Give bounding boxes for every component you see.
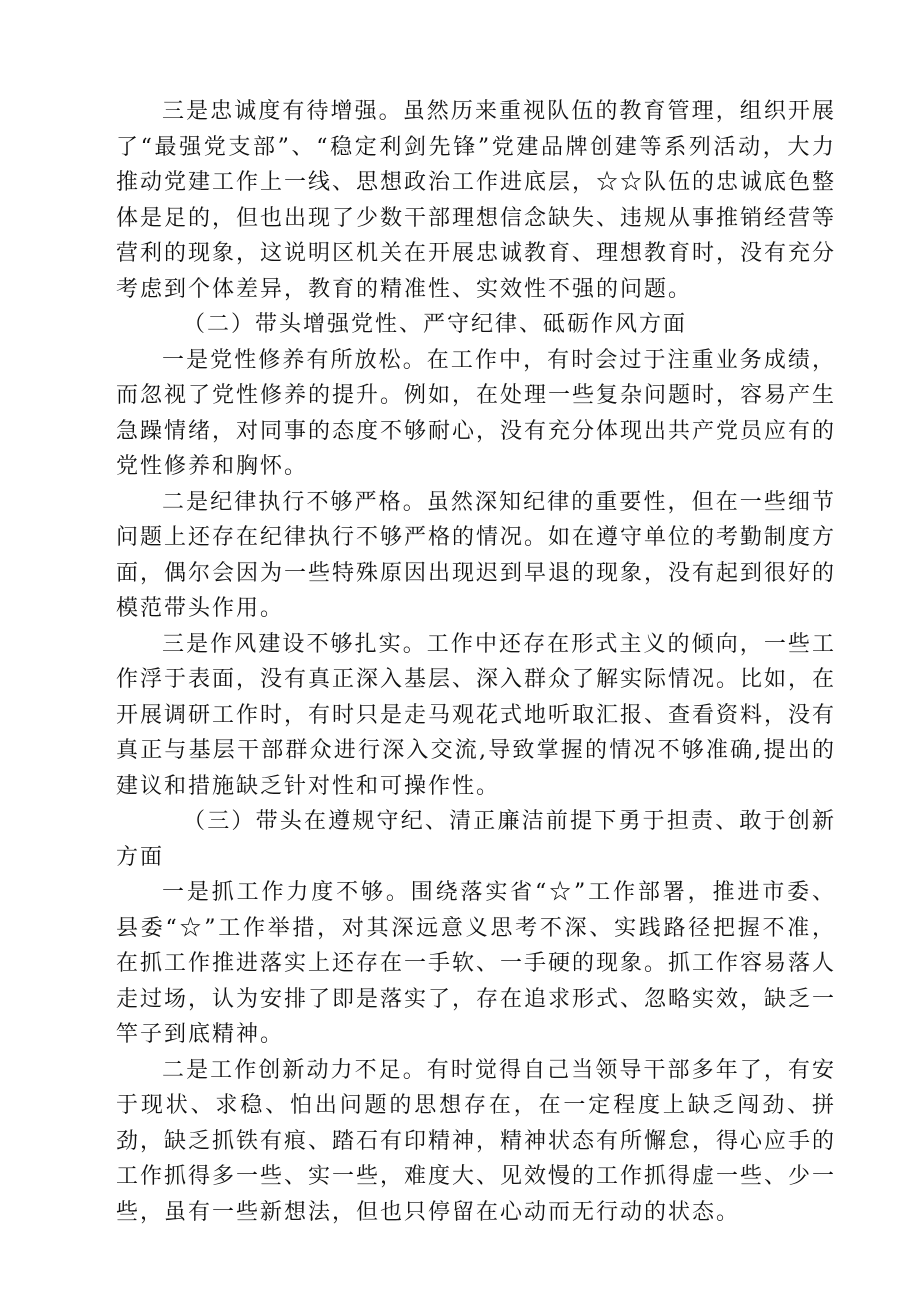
paragraph-work-style: 三是作风建设不够扎实。工作中还存在形式主义的倾向，一些工作浮于表面，没有真正深入基层、深入群众了解实际情况。比如，在开展调研工作时，有时只是走马观花式地听取汇报、查看资料，没有真正与基层干部群众进行深入交流,导致掌握的情况不够准确,提出的建议和措施缺乏针对性和可操作性。 [116,631,837,799]
section-heading-two: （二）带头增强党性、严守纪律、砥砺作风方面 [183,312,688,337]
section-heading-three: （三）带头在遵规守纪、清正廉洁前提下勇于担责、敢于创新方面 [116,809,836,870]
document-page [116,94,836,1230]
paragraph-work-intensity: 一是抓工作力度不够。围绕落实省“☆”工作部署，推进市委、县委“☆”工作举措，对其深远意义思考不深、实践路径把握不准，在抓工作推进落实上还存在一手软、一手硬的现象。抓工作容易落人走过场，认为安排了即是落实了，存在追求形式、忽略实效，缺乏一竿子到底精神。 [116,880,837,1047]
paragraph-discipline: 二是纪律执行不够严格。虽然深知纪律的重要性，但在一些细节问题上还存在纪律执行不够严格的情况。如在遵守单位的考勤制度方面，偶尔会因为一些特殊原因出现迟到早退的现象，没有起到很好的模范带头作用。 [116,489,837,621]
paragraph-loyalty: 三是忠诚度有待增强。虽然历来重视队伍的教育管理，组织开展了“最强党支部”、“稳定利剑先锋”党建品牌创建等系列活动，大力推动党建工作上一线、思想政治工作进底层，☆☆队伍的忠诚底色整体是足的，但也出现了少数干部理想信念缺失、违规从事推销经营等营利的现象，这说明区机关在开展忠诚教育、理想教育时，没有充分考虑到个体差异，教育的精准性、实效性不强的问题。 [116,99,837,302]
paragraph-innovation: 二是工作创新动力不足。有时觉得自己当领导干部多年了，有安于现状、求稳、怕出问题的思想存在，在一定程度上缺乏闯劲、拼劲，缺乏抓铁有痕、踏石有印精神，精神状态有所懈怠，得心应手的工作抓得多一些、实一些，难度大、见效慢的工作抓得虚一些、少一些，虽有一些新想法，但也只停留在心动而无行动的状态。 [116,1057,837,1225]
paragraph-party-spirit: 一是党性修养有所放松。在工作中，有时会过于注重业务成绩，而忽视了党性修养的提升。例如，在处理一些复杂问题时，容易产生急躁情绪，对同事的态度不够耐心，没有充分体现出共产党员应有的党性修养和胸怀。 [116,347,837,479]
